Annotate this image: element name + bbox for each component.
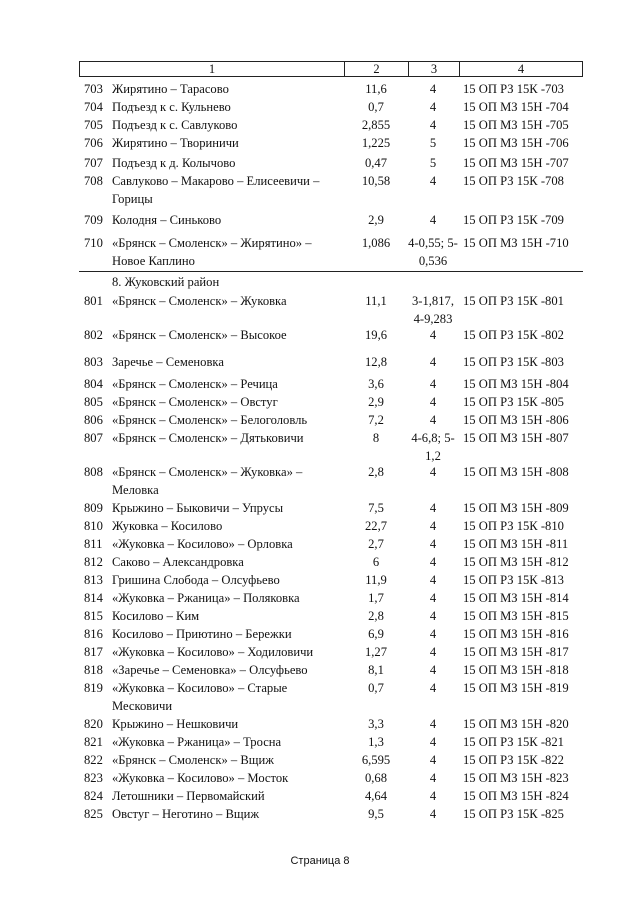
row-number: 707 [84, 156, 103, 170]
road-code: 15 ОП РЗ 15К -802 [463, 328, 564, 342]
road-length: 10,58 [361, 174, 391, 188]
road-category: 4-0,55; 5-0,536 [408, 236, 458, 268]
road-length: 22,7 [364, 519, 388, 533]
road-name: Колодня – Синьково [112, 213, 222, 227]
road-category: 4 [429, 645, 437, 659]
table-right-border [582, 61, 583, 77]
row-number: 814 [84, 591, 103, 605]
road-length: 11,1 [365, 294, 387, 308]
road-code: 15 ОП МЗ 15Н -824 [463, 789, 569, 803]
road-name: Жирятино – Твориничи [112, 136, 239, 150]
road-name: Савлуково – Макарово – Елисеевичи – Горицы [112, 174, 320, 206]
row-number: 825 [84, 807, 103, 821]
row-number: 705 [84, 118, 103, 132]
road-code: 15 ОП МЗ 15Н -804 [463, 377, 569, 391]
road-category: 4 [429, 537, 437, 551]
road-category: 5 [429, 156, 437, 170]
row-number: 801 [84, 294, 103, 308]
road-name: Летошники – Первомайский [112, 789, 265, 803]
road-length: 7,5 [368, 501, 384, 515]
road-name: Жуковка – Косилово [112, 519, 223, 533]
district-title: 8. Жуковский район [112, 275, 220, 289]
road-code: 15 ОП РЗ 15К -708 [463, 174, 564, 188]
road-code: 15 ОП РЗ 15К -801 [463, 294, 564, 308]
road-code: 15 ОП МЗ 15Н -815 [463, 609, 569, 623]
row-number: 704 [84, 100, 103, 114]
road-name: Косилово – Ким [112, 609, 200, 623]
road-code: 15 ОП РЗ 15К -825 [463, 807, 564, 821]
road-code: 15 ОП МЗ 15Н -806 [463, 413, 569, 427]
road-category: 4 [429, 328, 437, 342]
road-code: 15 ОП РЗ 15К -813 [463, 573, 564, 587]
road-length: 1,27 [364, 645, 388, 659]
road-category: 4 [429, 609, 437, 623]
road-code: 15 ОП РЗ 15К -810 [463, 519, 564, 533]
road-length: 2,7 [368, 537, 384, 551]
road-length: 2,9 [368, 395, 384, 409]
road-name: «Брянск – Смоленск» – Жуковка» – Меловка [112, 465, 303, 497]
road-code: 15 ОП РЗ 15К -803 [463, 355, 564, 369]
road-name: Овстуг – Неготино – Вщиж [112, 807, 260, 821]
row-number: 802 [84, 328, 103, 342]
road-code: 15 ОП МЗ 15Н -817 [463, 645, 569, 659]
header-col-4: 4 [517, 62, 525, 76]
road-code: 15 ОП РЗ 15К -821 [463, 735, 564, 749]
road-length: 3,3 [368, 717, 384, 731]
road-name: «Жуковка – Косилово» – Старые Месковичи [112, 681, 288, 713]
road-code: 15 ОП МЗ 15Н -823 [463, 771, 569, 785]
road-category: 3-1,817, 4-9,283 [412, 294, 454, 326]
road-code: 15 ОП МЗ 15Н -811 [463, 537, 569, 551]
road-category: 4 [429, 519, 437, 533]
road-length: 11,6 [365, 82, 387, 96]
road-name: «Брянск – Смоленск» – Вщиж [112, 753, 274, 767]
road-category: 4 [429, 681, 437, 695]
road-length: 0,47 [364, 156, 388, 170]
road-category: 5 [429, 136, 437, 150]
road-length: 1,7 [368, 591, 384, 605]
row-number: 803 [84, 355, 103, 369]
road-name: «Жуковка – Ржаница» – Тросна [112, 735, 282, 749]
road-length: 2,8 [368, 609, 384, 623]
road-length: 2,8 [368, 465, 384, 479]
road-length: 6,595 [361, 753, 391, 767]
road-category: 4 [429, 100, 437, 114]
road-category: 4 [429, 355, 437, 369]
road-name: Подъезд к с. Савлуково [112, 118, 238, 132]
road-name: Жиpятино – Тарасово [112, 82, 229, 96]
row-number: 818 [84, 663, 103, 677]
row-number: 817 [84, 645, 103, 659]
road-length: 9,5 [368, 807, 384, 821]
road-code: 15 ОП МЗ 15Н -707 [463, 156, 569, 170]
road-length: 0,7 [368, 681, 384, 695]
road-code: 15 ОП МЗ 15Н -808 [463, 465, 569, 479]
road-category: 4 [429, 413, 437, 427]
road-category: 4 [429, 465, 437, 479]
road-code: 15 ОП РЗ 15К -709 [463, 213, 564, 227]
road-length: 12,8 [364, 355, 388, 369]
road-name: «Заречье – Семеновка» – Олсуфьево [112, 663, 308, 677]
road-category: 4 [429, 377, 437, 391]
road-code: 15 ОП МЗ 15Н -809 [463, 501, 569, 515]
road-code: 15 ОП МЗ 15Н -814 [463, 591, 569, 605]
road-category: 4 [429, 213, 437, 227]
road-name: Гришина Слобода – Олсуфьево [112, 573, 280, 587]
road-name: «Брянск – Смоленск» – Белоголовль [112, 413, 308, 427]
row-number: 710 [84, 236, 103, 250]
road-code: 15 ОП МЗ 15Н -818 [463, 663, 569, 677]
road-code: 15 ОП МЗ 15Н -706 [463, 136, 569, 150]
road-code: 15 ОП МЗ 15Н -816 [463, 627, 569, 641]
road-name: Косилово – Приютино – Бережки [112, 627, 292, 641]
row-number: 811 [84, 537, 103, 551]
row-number: 709 [84, 213, 103, 227]
road-name: «Жуковка – Ржаница» – Поляковка [112, 591, 300, 605]
row-number: 816 [84, 627, 103, 641]
road-name: Саково – Александровка [112, 555, 244, 569]
road-code: 15 ОП РЗ 15К -703 [463, 82, 564, 96]
road-length: 6 [372, 555, 380, 569]
row-number: 807 [84, 431, 103, 445]
road-category: 4 [429, 753, 437, 767]
road-name: «Брянск – Смоленск» – Жирятино» – Новое Каплино [112, 236, 312, 268]
road-code: 15 ОП МЗ 15Н -812 [463, 555, 569, 569]
road-category: 4 [429, 82, 437, 96]
row-number: 804 [84, 377, 103, 391]
road-name: «Брянск – Смоленск» – Речица [112, 377, 278, 391]
road-length: 2,9 [368, 213, 384, 227]
road-category: 4 [429, 771, 437, 785]
road-length: 0,68 [364, 771, 388, 785]
road-category: 4 [429, 591, 437, 605]
road-length: 0,7 [368, 100, 384, 114]
road-category: 4 [429, 789, 437, 803]
road-name: «Брянск – Смоленск» – Овстуг [112, 395, 278, 409]
road-length: 1,3 [368, 735, 384, 749]
road-category: 4 [429, 627, 437, 641]
road-code: 15 ОП МЗ 15Н -819 [463, 681, 569, 695]
road-name: «Брянск – Смоленск» – Дятьковичи [112, 431, 304, 445]
road-name: «Жуковка – Косилово» – Мосток [112, 771, 289, 785]
row-number: 708 [84, 174, 103, 188]
header-col-1: 1 [208, 62, 216, 76]
road-category: 4 [429, 174, 437, 188]
road-length: 7,2 [368, 413, 384, 427]
header-col-2: 2 [373, 62, 380, 76]
road-category: 4 [429, 717, 437, 731]
district-separator [79, 271, 583, 272]
road-code: 15 ОП РЗ 15К -822 [463, 753, 564, 767]
row-number: 806 [84, 413, 103, 427]
row-number: 824 [84, 789, 103, 803]
road-category: 4 [429, 118, 437, 132]
road-length: 11,9 [365, 573, 387, 587]
road-name: Крыжино – Быковичи – Упрусы [112, 501, 284, 515]
road-length: 19,6 [364, 328, 388, 342]
road-code: 15 ОП РЗ 15К -805 [463, 395, 564, 409]
header-col-3: 3 [430, 62, 438, 76]
road-name: «Брянск – Смоленск» – Высокое [112, 328, 287, 342]
road-length: 1,225 [361, 136, 391, 150]
road-length: 3,6 [368, 377, 384, 391]
road-code: 15 ОП МЗ 15Н -710 [463, 236, 569, 250]
road-category: 4 [429, 501, 437, 515]
row-number: 815 [84, 609, 103, 623]
road-length: 2,855 [361, 118, 391, 132]
road-code: 15 ОП МЗ 15Н -705 [463, 118, 569, 132]
road-name: «Жуковка – Косилово» – Орловка [112, 537, 293, 551]
row-number: 821 [84, 735, 103, 749]
road-category: 4 [429, 735, 437, 749]
row-number: 812 [84, 555, 103, 569]
row-number: 706 [84, 136, 103, 150]
row-number: 819 [84, 681, 103, 695]
road-length: 1,086 [361, 236, 391, 250]
row-number: 805 [84, 395, 103, 409]
road-name: Подъезд к с. Кульнево [112, 100, 231, 114]
row-number: 810 [84, 519, 103, 533]
road-length: 8 [372, 431, 380, 445]
road-code: 15 ОП МЗ 15Н -704 [463, 100, 569, 114]
road-length: 8,1 [368, 663, 384, 677]
row-number: 703 [84, 82, 103, 96]
row-number: 808 [84, 465, 103, 479]
road-length: 4,64 [364, 789, 388, 803]
road-name: «Брянск – Смоленск» – Жуковка [112, 294, 287, 308]
road-name: Заречье – Семеновка [112, 355, 224, 369]
road-category: 4 [429, 555, 437, 569]
row-number: 809 [84, 501, 103, 515]
road-category: 4 [429, 807, 437, 821]
row-number: 822 [84, 753, 103, 767]
road-category: 4 [429, 573, 437, 587]
road-category: 4-6,8; 5-1,2 [411, 431, 455, 463]
row-number: 813 [84, 573, 103, 587]
road-category: 4 [429, 395, 437, 409]
road-category: 4 [429, 663, 437, 677]
row-number: 820 [84, 717, 103, 731]
road-name: Подъезд к д. Колычово [112, 156, 236, 170]
row-number: 823 [84, 771, 103, 785]
road-length: 6,9 [368, 627, 384, 641]
road-name: «Жуковка – Косилово» – Ходиловичи [112, 645, 314, 659]
road-code: 15 ОП МЗ 15Н -807 [463, 431, 569, 445]
road-code: 15 ОП МЗ 15Н -820 [463, 717, 569, 731]
page-footer: Страница 8 [290, 855, 350, 867]
road-name: Крыжино – Нешковичи [112, 717, 239, 731]
